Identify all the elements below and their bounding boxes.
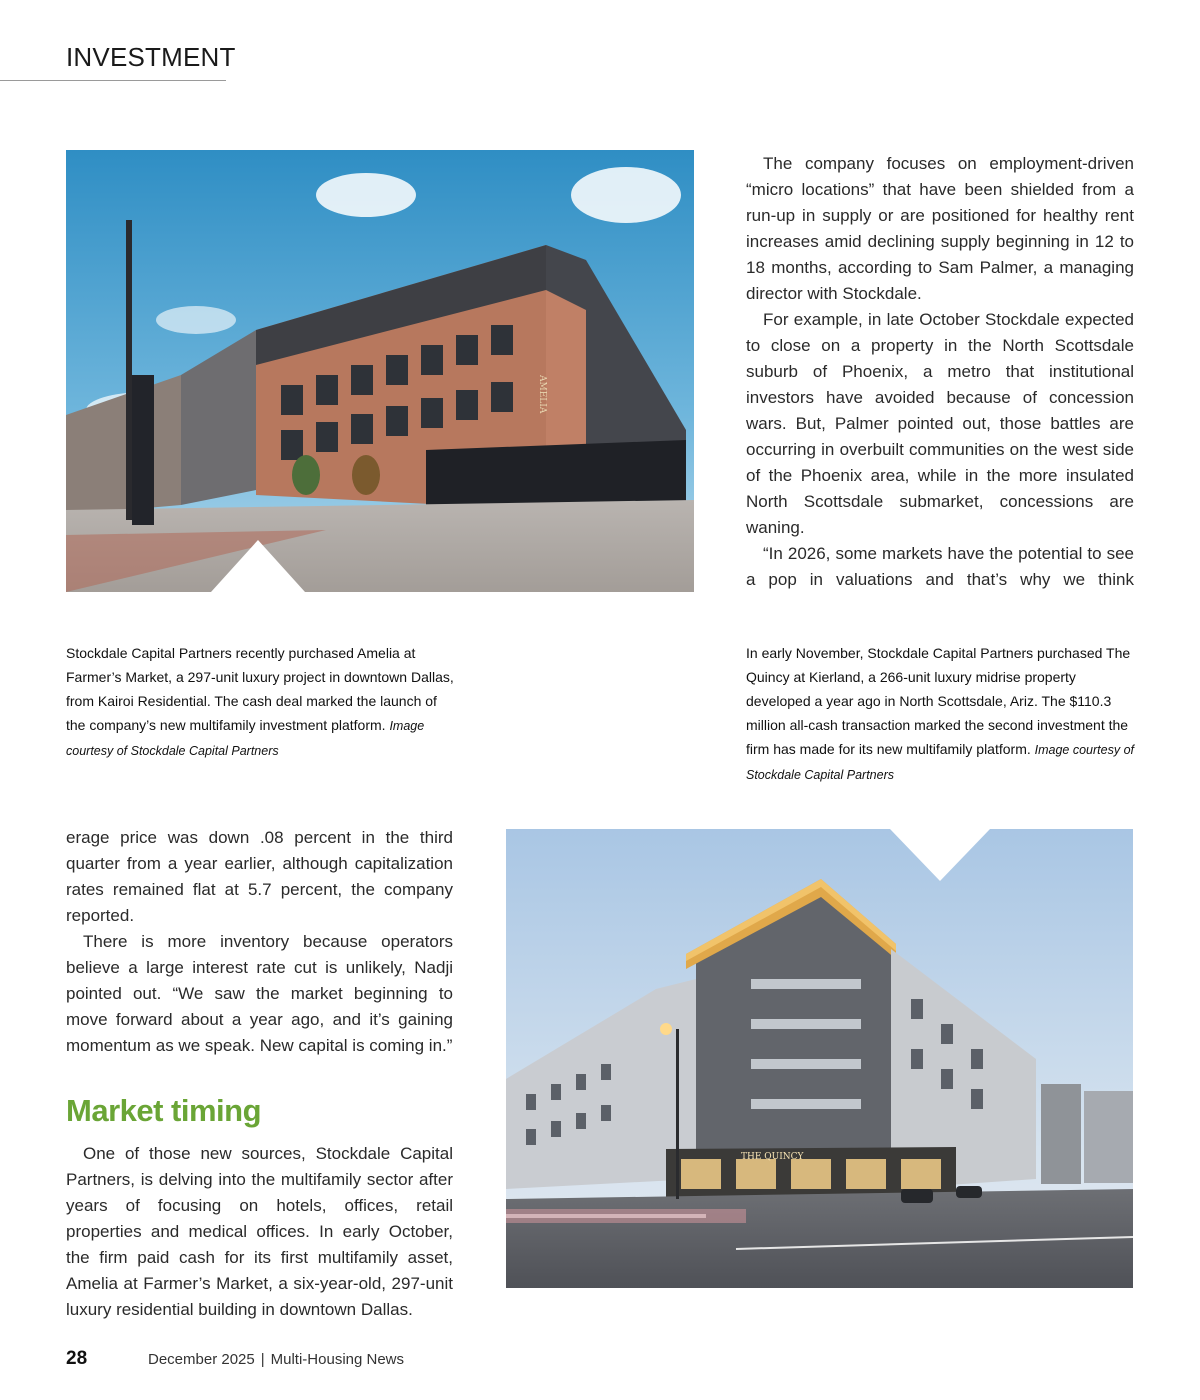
quincy-sign-text: THE QUINCY [741,1152,804,1162]
footer-separator: | [260,1351,265,1368]
caption-credit: Image courtesy of Stockdale Capital Partners [66,719,425,758]
photo-caption-amelia [66,641,456,763]
page-number: 28 [66,1348,88,1369]
article-column-left [66,825,453,1323]
section-label: INVESTMENT [66,42,236,72]
photo-amelia-building [66,150,694,592]
section-rule [0,80,226,81]
issue-date: December 2025 [148,1351,255,1368]
publication-name: Multi-Housing News [270,1351,405,1368]
subhead-market-timing: Market timing [66,1093,262,1128]
paragraph: There is more inventory because operators believe a large interest rate cut is unlikely, Nadji pointed out. “We saw the market beginning to move forward about a year ago, and it’s gaining momentum as we speak. New capital is coming in.” [66,932,453,1055]
amelia-sign-text: AMELIA [537,375,547,414]
paragraph: One of those new sources, Stockdale Capital Partners, is delving into the multifamily sector after years of focusing on hotels, offices, retail properties and medical offices. In early October, the firm paid cash for its first multifamily asset, Amelia at Farmer’s Market, a six-year-old, 297-unit luxury residential building in downtown Dallas. [66,1144,453,1319]
caption-text: In early November, Stockdale Capital Partners purchased The Quincy at Kierland, a 266-unit luxury midrise property developed a year ago in North Scottsdale, Ariz. The $110.3 million all-cash transaction marked the second investment the firm has made for its new multifamily platform. [746,645,1131,757]
photo-caption-quincy [746,641,1136,787]
caption-text: Stockdale Capital Partners recently purchased Amelia at Farmer’s Market, a 297-unit luxury project in downtown Dallas, from Kairoi Residential. The cash deal marked the launch of the company’s new multifamily investment platform. [66,645,454,733]
caption-credit: Image courtesy of Stockdale Capital Partners [746,743,1134,782]
paragraph: erage price was down .08 percent in the third quarter from a year earlier, although capitalization rates remained flat at 5.7 percent, the company reported. [66,828,453,925]
photo-quincy-building [506,829,1133,1288]
article-column-right [746,151,1134,593]
paragraph: The company focuses on employment-driven “micro locations” that have been shielded from a run-up in supply or are positioned for healthy rent increases amid declining supply beginning in 12 to 18 months, according to Sam Palmer, a managing director with Stockdale. [746,154,1134,303]
paragraph: For example, in late October Stockdale expected to close on a property in the North Scottsdale suburb of Phoenix, a metro that institutional investors have avoided because of concession wars. But, Palmer pointed out, those battles are occurring in overbuilt communities on the west side of the Phoenix area, while in the more insulated North Scottsdale submarket, concessions are waning. [746,310,1134,537]
page-footer [66,1348,404,1372]
paragraph: “In 2026, some markets have the potential to see a pop in valuations and that’s why we think [746,544,1134,589]
